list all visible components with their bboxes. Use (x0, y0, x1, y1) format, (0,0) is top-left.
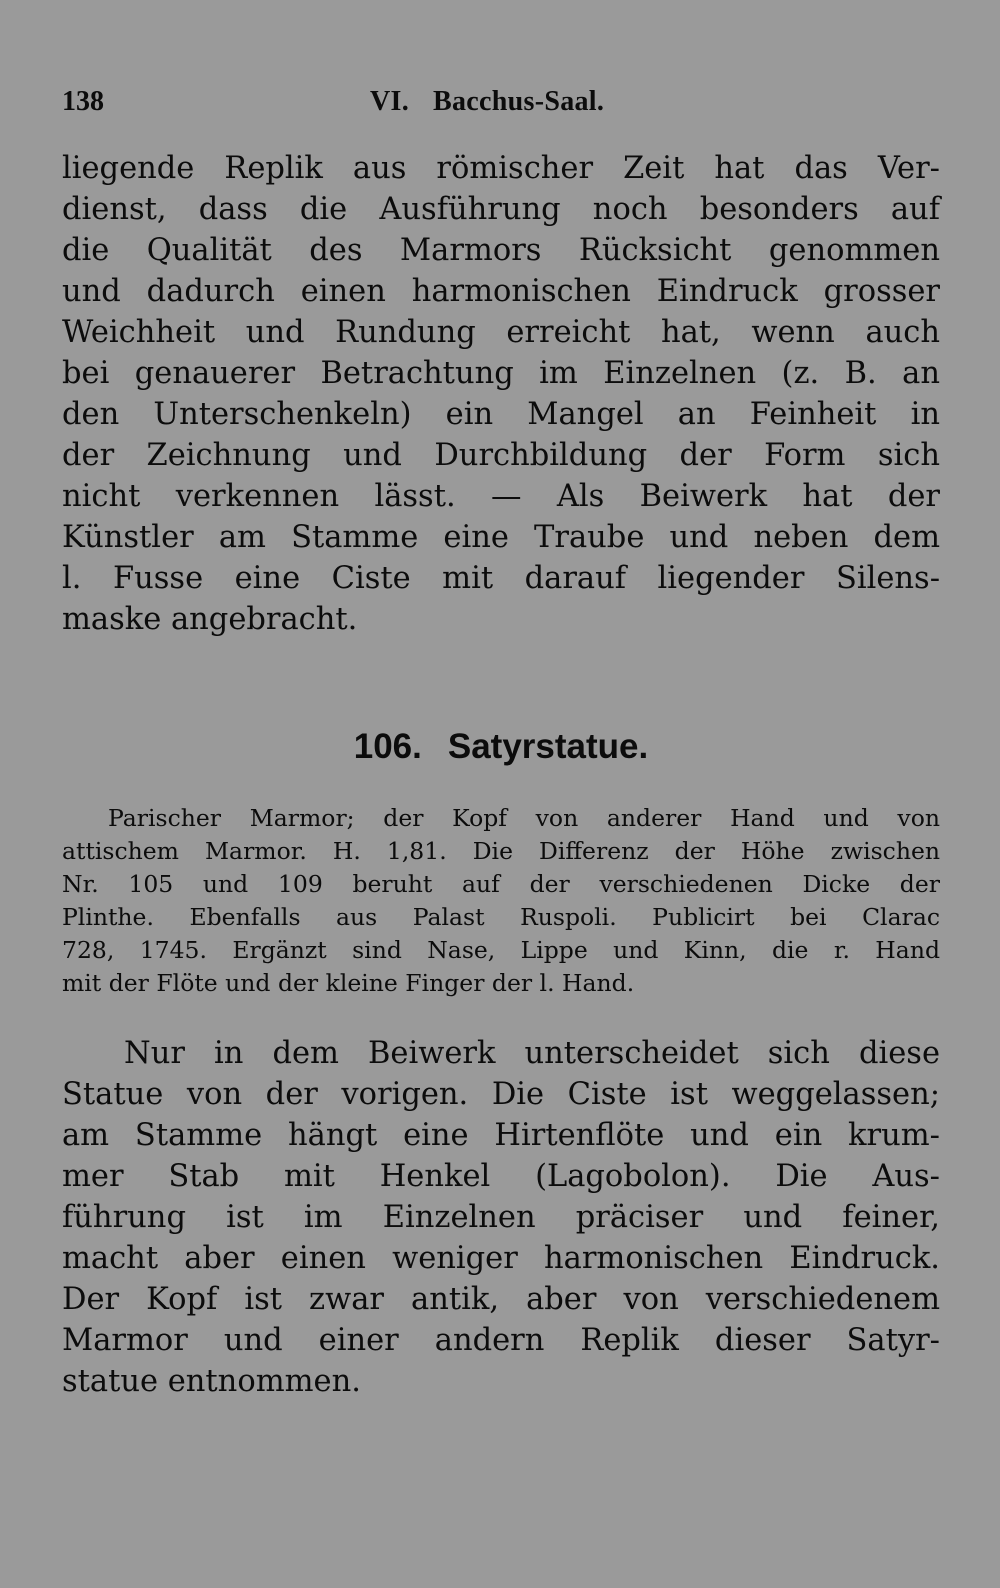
text-line: Der Kopf ist zwar antik, aber von verschiedenem (62, 1282, 940, 1317)
text-line: mer Stab mit Henkel (Lagobolon). Die Aus- (62, 1159, 940, 1194)
note-line: Plinthe. Ebenfalls aus Palast Ruspoli. Publicirt bei Clarac (62, 903, 940, 931)
running-head (370, 86, 604, 118)
note-line: Nr. 105 und 109 beruht auf der verschiedenen Dicke der (62, 870, 940, 898)
text-line: Statue von der vorigen. Die Ciste ist weggelassen; (62, 1077, 940, 1112)
text-line: l. Fusse eine Ciste mit darauf liegender Silens- (62, 561, 940, 596)
catalogue-note (62, 802, 940, 1000)
text-line: am Stamme hängt eine Hirtenflöte und ein krum- (62, 1118, 940, 1153)
text-line: Weichheit und Rundung erreicht hat, wenn auch (62, 315, 940, 350)
body-paragraph (62, 1033, 940, 1402)
text-line: der Zeichnung und Durchbildung der Form sich (62, 438, 940, 473)
note-line: attischem Marmor. H. 1,81. Die Differenz der Höhe zwischen (62, 837, 940, 865)
text-line: Marmor und einer andern Replik dieser Satyr- (62, 1323, 940, 1358)
text-line: führung ist im Einzelnen präciser und feiner, (62, 1200, 940, 1235)
text-line: nicht verkennen lässt. — Als Beiwerk hat der (62, 479, 940, 514)
running-header (62, 80, 940, 124)
note-line: 728, 1745. Ergänzt sind Nase, Lippe und Kinn, die r. Hand (62, 936, 940, 964)
text-line: den Unterschenkeln) ein Mangel an Feinheit in (62, 397, 940, 432)
text-line: liegende Replik aus römischer Zeit hat das Ver- (62, 151, 940, 186)
page-number: 138 (62, 86, 104, 117)
section-heading (62, 724, 940, 770)
text-line: bei genauerer Betrachtung im Einzelnen (z. B. an (62, 356, 940, 391)
text-line: die Qualität des Marmors Rücksicht genommen (62, 233, 940, 268)
text-line: Nur in dem Beiwerk unterscheidet sich diese (124, 1036, 940, 1071)
text-line: macht aber einen weniger harmonischen Eindruck. (62, 1241, 940, 1276)
text-line: statue entnommen. (62, 1364, 361, 1399)
text-line: dienst, dass die Ausführung noch besonders auf (62, 192, 940, 227)
section-number: 106. (353, 727, 422, 766)
body-paragraph-continued (62, 148, 940, 640)
hall-name: Bacchus-Saal. (433, 86, 605, 117)
section-title: Satyrstatue. (447, 727, 649, 766)
chapter-number: VI. (370, 86, 410, 117)
text-line: und dadurch einen harmonischen Eindruck grosser (62, 274, 940, 309)
note-line: Parischer Marmor; der Kopf von anderer Hand und von (108, 804, 940, 832)
note-line: mit der Flöte und der kleine Finger der l. Hand. (62, 969, 635, 997)
text-line: Künstler am Stamme eine Traube und neben dem (62, 520, 940, 555)
text-line: maske angebracht. (62, 602, 358, 637)
book-page (62, 0, 940, 1588)
